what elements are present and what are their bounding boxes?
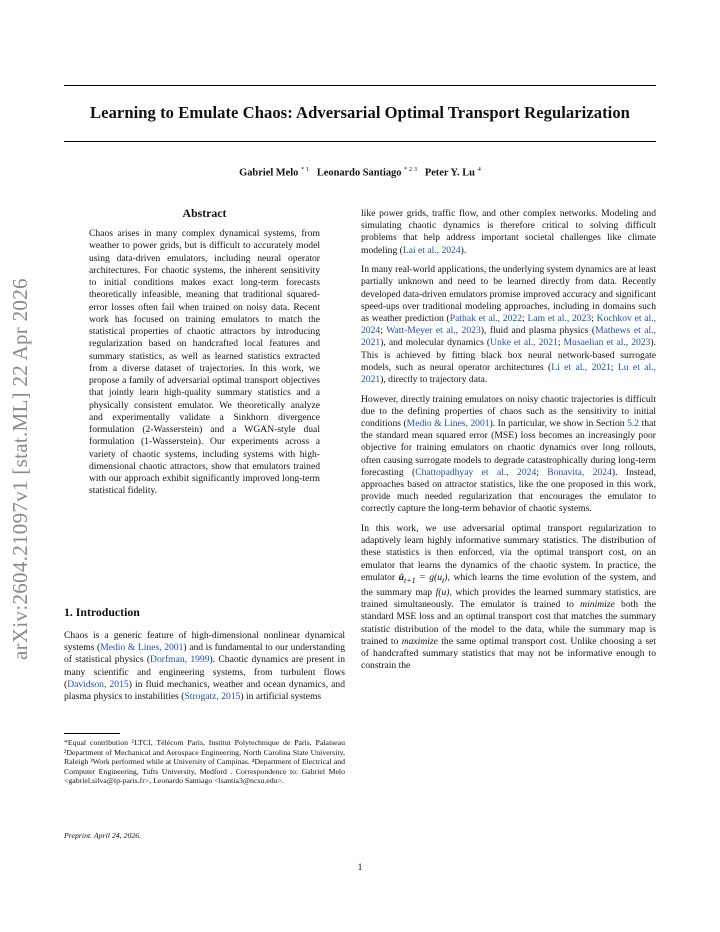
text-run: , which provides the learned summary statistics, are trained simultaneously. The emulator is trained to: [361, 586, 656, 611]
footnote-rule: [64, 733, 120, 734]
author-list: [64, 166, 656, 178]
paragraph: [361, 394, 656, 516]
title-rule-bottom: [64, 141, 656, 142]
citation-link[interactable]: Kochkov et al., 2024: [361, 313, 656, 337]
text-run: that the standard mean squared error (MSE) loss becomes an increasingly poor objective for training emulators on chaotic dynamics over long rollouts, often causing surrogate models to degrade catastrophically during long-term forecasting (: [361, 418, 656, 478]
citation-link[interactable]: Medio & Lines, 2001: [406, 418, 490, 430]
text-run: ) in artificial systems: [240, 691, 322, 703]
math-subscript: t+1: [404, 575, 416, 585]
text-run: ;: [557, 337, 564, 349]
text-run: the same optimal transport cost. Unlike choosing a set of handcrafted summary statistics that may not be informative enough to constrain the: [361, 635, 656, 672]
page-number: 1: [357, 862, 363, 873]
abstract-text: Chaos arises in many complex dynamical systems, from weather to power grids, but is difficult to accurately model using data-driven emulators, including neural operator architectures. For chaotic systems, the inherent sensitivity to initial conditions makes exact long-term forecasts theoretically infeasible, meaning that traditional squared-error losses often fail when trained on noisy data. Recent work has focused on training emulators to match the statistical properties of chaotic attractors by introducing regularization based on handcrafted local features and summary statistics, as well as learned statistics extracted from a diverse dataset of trajectories. In this work, we propose a family of adversarial optimal transport objectives that jointly learn high-quality summary statistics and a physically consistent emulator. We theoretically analyze and experimentally validate a Sinkhorn divergence formulation (2-Wasserstein) and a WGAN-style dual formulation (1-Wasserstein). Our experiments across a variety of chaotic systems, including systems with high-dimensional chaotic attractors, show that emulators trained with our approach exhibit significantly improved long-term statistical fidelity.: [89, 228, 320, 497]
paragraph: [361, 523, 656, 672]
citation-link[interactable]: Medio & Lines, 2001: [100, 642, 184, 654]
math-symbol: f(u): [435, 586, 450, 598]
title-rule-top: [64, 85, 656, 86]
abstract-heading: Abstract: [182, 206, 227, 220]
paper-title: Learning to Emulate Chaos: Adversarial Optimal Transport Regularization: [90, 103, 630, 122]
paragraph: [361, 208, 656, 257]
text-run: ) and is fundamental to our understanding of statistical physics (: [64, 642, 345, 666]
citation-link[interactable]: Lai et al., 2024: [402, 244, 461, 256]
text-run: ). In particular, we show in Section: [489, 418, 628, 430]
arxiv-identifier-stamp: arXiv:2604.21097v1 [stat.ML] 22 Apr 2026: [8, 278, 32, 660]
citation-link[interactable]: Lam et al., 2023: [527, 313, 592, 325]
text-run: like power grids, traffic flow, and other complex networks. Modeling and simulating chaotic dynamics is therefore critical to solving difficult problems that help address important societal challenges like climate modeling (: [361, 208, 656, 256]
text-run: ), directly to trajectory data.: [380, 374, 488, 386]
preprint-note: Preprint. April 24, 2026.: [64, 831, 142, 840]
citation-link[interactable]: Musaelian et al., 2023: [563, 337, 651, 349]
text-run: ;: [522, 313, 528, 325]
text-run: ). This is achieved by fitting black box neural network-based surrogate models, such as neural operator architectures (: [361, 337, 656, 373]
citation-link[interactable]: Mathews et al., 2021: [361, 325, 656, 349]
text-run: ). Instead, approaches based on attractor statistics, like the one proposed in this work, provide much needed regularization that encourages the emulator to correctly capture the long-term behavior of chaotic systems.: [361, 466, 656, 515]
math-symbol: ): [444, 571, 448, 583]
text-run: ), and molecular dynamics (: [380, 337, 491, 349]
text-run: ), fluid and plasma physics (: [480, 325, 596, 337]
text-run: ;: [380, 325, 387, 337]
emphasis: maximize: [401, 635, 438, 647]
section-heading-introduction: 1. Introduction: [64, 605, 140, 619]
text-run: In many real-world applications, the underlying system dynamics are at least partially unknown and need to be learned directly from data. Recently developed data-driven emulators promise improved accuracy and significant speed-ups over traditional modeling approaches, including in domains such as weather prediction (: [361, 264, 656, 325]
text-run: ;: [610, 361, 618, 373]
right-column: [361, 208, 656, 680]
paragraph: [361, 264, 656, 386]
author-name: Gabriel Melo: [239, 167, 299, 179]
citation-link[interactable]: Strogatz, 2015: [184, 691, 241, 703]
author-affiliation-marks: * 1: [300, 166, 310, 173]
citation-link[interactable]: Davidson, 2015: [67, 678, 129, 690]
citation-link[interactable]: Bonavita, 2024: [547, 466, 612, 478]
citation-link[interactable]: Lu et al., 2021: [361, 361, 656, 386]
math-symbol: = g(u: [415, 571, 443, 583]
citation-link[interactable]: Li et al., 2021: [551, 361, 611, 373]
emphasis: minimize: [580, 599, 615, 611]
text-run: In this work, we use adversarial optimal transport regularization to adaptively learn highly informative summary statistics. The distribution of these statistics is then enforced, via the optimal transport cost, on an emulator that learns the dynamics of the chaotic system. In practice, the emulator: [361, 523, 656, 583]
math: [399, 572, 448, 583]
text-run: both the standard MSE loss and an optimal transport cost that matches the summary statistic distribution of the model to the data, while the summary map is trained to: [361, 599, 656, 647]
text-run: Chaos is a generic feature of high-dimensional nonlinear dynamical systems (: [64, 630, 345, 654]
text-run: However, directly training emulators on noisy chaotic trajectories is difficult due to the defining properties of chaos such as the sensitivity to initial conditions (: [361, 393, 656, 430]
text-run: ). Chaotic dynamics are present in many scientific and engineering systems, from turbulent flows (: [64, 654, 345, 690]
citation-link[interactable]: Dorfman, 1999: [150, 654, 210, 666]
math-symbol: û: [398, 571, 405, 583]
author-name: Leonardo Santiago: [316, 167, 402, 179]
citation-link[interactable]: Unke et al., 2021: [490, 337, 558, 349]
text-run: ;: [591, 313, 597, 325]
author-affiliation-marks: * 2 3: [404, 166, 418, 173]
text-run: ;: [536, 466, 548, 478]
author-affiliation-marks: 4: [477, 166, 481, 173]
citation-link[interactable]: Watt-Meyer et al., 2023: [386, 325, 481, 337]
text-run: , which learns the time evolution of the system, and the summary map: [361, 571, 656, 598]
citation-link[interactable]: Pathak et al., 2022: [449, 313, 523, 325]
author-name: Peter Y. Lu: [424, 167, 475, 179]
citation-link[interactable]: Chattopadhyay et al., 2024: [415, 466, 537, 478]
footnote: *Equal contribution ¹LTCI, Télécom Paris, Institut Polytechnique de Paris, Palaiseau ²Department of Mechanical and Aerospace Engineering, North Carolina State University, Raleigh ³Work performed while at University of Campinas. ⁴Department of Electrical and Computer Engineering, Tufts University, Medford . Correspondence to: Gabriel Melo <gabriel.silva@ip-paris.fr>, Leonardo Santiago <lsantia3@ncsu.edu>.: [64, 738, 345, 786]
intro-paragraph: [64, 630, 345, 703]
math-subscript: t: [442, 575, 445, 585]
section-reference-link[interactable]: 5.2: [627, 418, 640, 430]
text-run: ).: [460, 244, 467, 256]
text-run: ) in fluid mechanics, weather and ocean dynamics, and plasma physics to instabilities (: [64, 678, 345, 703]
